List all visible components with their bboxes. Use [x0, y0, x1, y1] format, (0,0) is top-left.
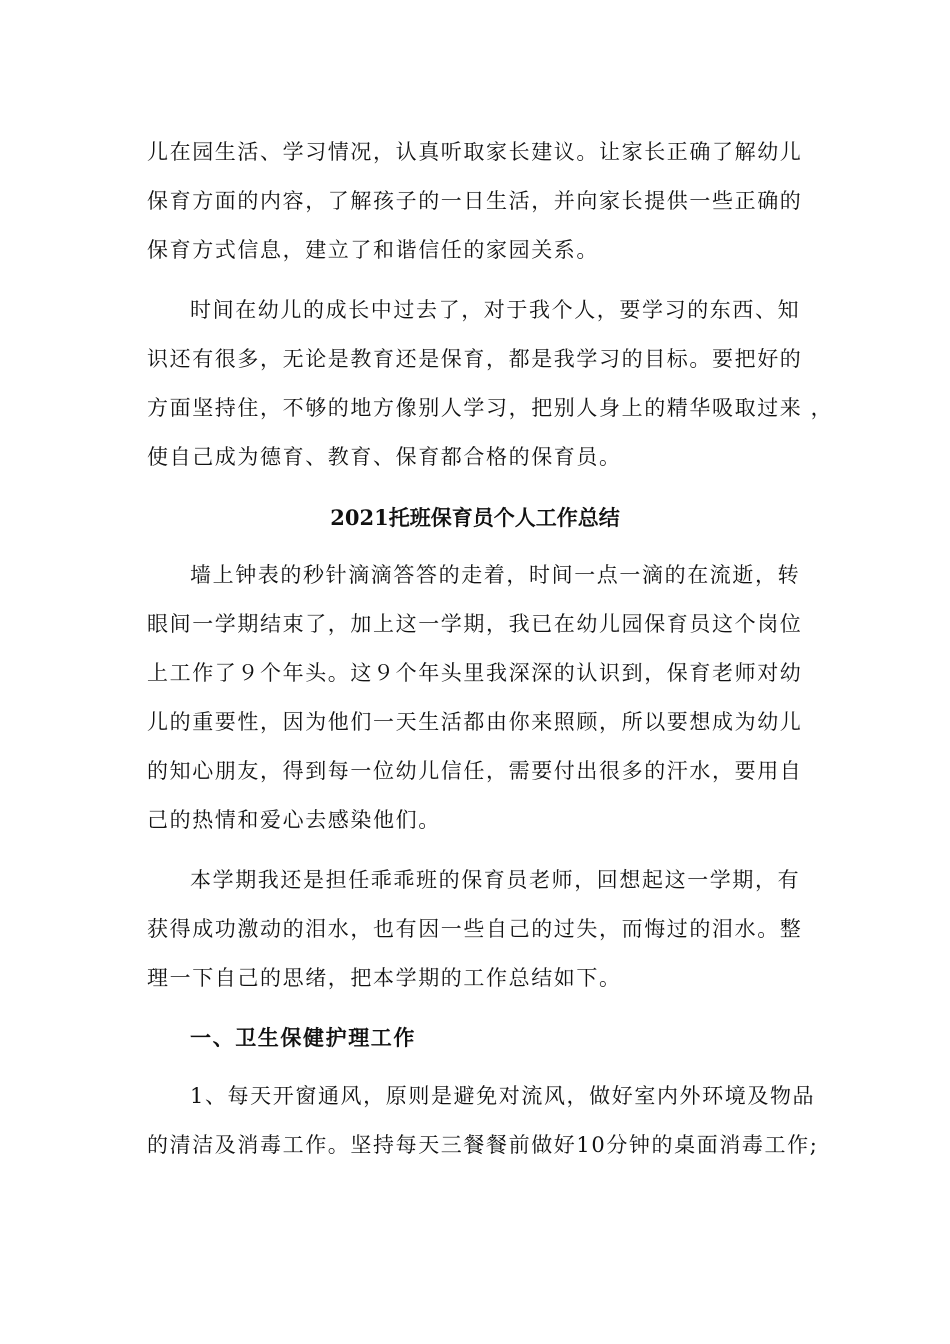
section-heading-1: 一、卫生保健护理工作 — [190, 1025, 416, 1050]
paragraph-2-line-2: 识还有很多，无论是教育还是保育，都是我学习的目标。要把好的 — [147, 347, 803, 371]
paragraph-1-line-1: 儿在园生活、学习情况，认真听取家长建议。让家长正确了解幼儿 — [147, 140, 803, 164]
paragraph-2-line-3: 方面坚持住，不够的地方像别人学习，把别人身上的精华吸取过来 ， — [147, 396, 834, 420]
paragraph-3-line-3: 上工作了９个年头。这９个年头里我深深的认识到，保育老师对幼 — [147, 661, 803, 685]
paragraph-4-line-1: 本学期我还是担任乖乖班的保育员老师，回想起这一学期，有 — [190, 868, 801, 892]
paragraph-1-line-2: 保育方面的内容，了解孩子的一日生活，并向家长提供一些正确的 — [147, 189, 803, 213]
paragraph-5-line-1: 1、每天开窗通风，原则是避免对流风，做好室内外环境及物品 — [190, 1084, 816, 1108]
paragraph-3-line-4: 儿的重要性，因为他们一天生活都由你来照顾，所以要想成为幼儿 — [147, 710, 803, 734]
paragraph-3-line-6: 己的热情和爱心去感染他们。 — [147, 808, 441, 832]
paragraph-2-line-1: 时间在幼儿的成长中过去了，对于我个人，要学习的东西、知 — [190, 298, 801, 322]
paragraph-4-line-3: 理一下自己的思绪，把本学期的工作总结如下。 — [147, 966, 622, 990]
section-title: 2021托班保育员个人工作总结 — [330, 505, 620, 530]
paragraph-3-line-2: 眼间一学期结束了，加上这一学期，我已在幼儿园保育员这个岗位 — [147, 612, 803, 636]
paragraph-3-line-1: 墙上钟表的秒针滴滴答答的走着，时间一点一滴的在流逝，转 — [190, 563, 801, 587]
paragraph-2-line-4: 使自己成为德育、教育、保育都合格的保育员。 — [147, 445, 622, 469]
paragraph-3-line-5: 的知心朋友，得到每一位幼儿信任，需要付出很多的汗水，要用自 — [147, 759, 803, 783]
paragraph-1-line-3: 保育方式信息，建立了和谐信任的家园关系。 — [147, 238, 599, 262]
paragraph-4-line-2: 获得成功激动的泪水，也有因一些自己的过失，而悔过的泪水。整 — [147, 917, 803, 941]
paragraph-5-line-2: 的清洁及消毒工作。坚持每天三餐餐前做好10分钟的桌面消毒工作; — [147, 1133, 819, 1157]
